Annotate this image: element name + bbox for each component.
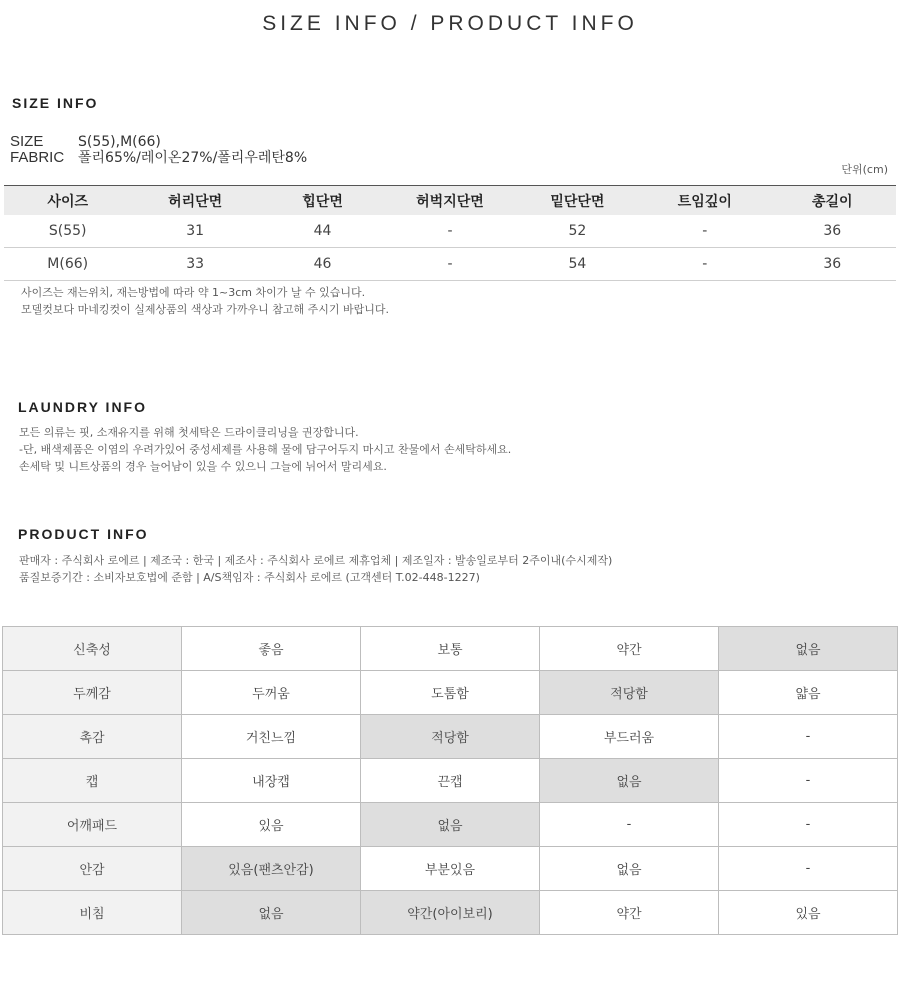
size-column-header: 힙단면 <box>259 186 386 216</box>
attribute-option: 없음 <box>540 847 719 891</box>
size-table-header <box>4 186 896 216</box>
table-cell: - <box>386 248 513 281</box>
attribute-table <box>2 626 898 935</box>
attribute-option: - <box>719 759 898 803</box>
attribute-row <box>3 759 898 803</box>
product-line: 품질보증기간 : 소비자보호법에 준함 | A/S책임자 : 주식회사 로에르 (고객센터 T.02-448-1227) <box>19 571 480 584</box>
attribute-option: 보통 <box>361 627 540 671</box>
attribute-label: 어깨패드 <box>3 803 182 847</box>
attribute-option: 부드러움 <box>540 715 719 759</box>
attribute-option: - <box>719 715 898 759</box>
attribute-row <box>3 891 898 935</box>
fabric-spec <box>10 150 307 166</box>
attribute-option: 적당함 <box>361 715 540 759</box>
table-cell: 36 <box>769 248 896 281</box>
attribute-option: 없음 <box>182 891 361 935</box>
laundry-line: -단, 배색제품은 이염의 우려가있어 중성세제를 사용해 물에 담구어두지 마시고 찬물에서 손세탁하세요. <box>19 443 512 456</box>
attribute-option: 있음 <box>182 803 361 847</box>
size-column-header: 허벅지단면 <box>386 186 513 216</box>
attribute-label: 안감 <box>3 847 182 891</box>
attribute-row <box>3 803 898 847</box>
size-table-body <box>4 215 896 281</box>
size-value: S(55),M(66) <box>78 134 161 150</box>
fabric-value: 폴리65%/레이온27%/폴리우레탄8% <box>78 150 308 166</box>
attribute-option: 있음 <box>719 891 898 935</box>
attribute-option: 얇음 <box>719 671 898 715</box>
attribute-option: 끈캡 <box>361 759 540 803</box>
table-cell: 31 <box>131 215 258 248</box>
attribute-row <box>3 715 898 759</box>
product-notes <box>19 552 612 586</box>
size-label: SIZE <box>10 133 44 150</box>
attribute-option: 약간 <box>540 891 719 935</box>
note-line: 모델컷보다 마네킹컷이 실제상품의 색상과 가까우니 참고해 주시기 바랍니다. <box>21 303 390 316</box>
table-cell: 46 <box>259 248 386 281</box>
table-cell: - <box>386 215 513 248</box>
attribute-option: - <box>540 803 719 847</box>
attribute-option: 내장캡 <box>182 759 361 803</box>
size-column-header: 총길이 <box>769 186 896 216</box>
table-cell: - <box>641 248 768 281</box>
attribute-label: 신축성 <box>3 627 182 671</box>
size-column-header: 허리단면 <box>131 186 258 216</box>
attribute-option: 거친느낌 <box>182 715 361 759</box>
attribute-table-wrap <box>2 626 898 935</box>
product-line: 판매자 : 주식회사 로에르 | 제조국 : 한국 | 제조사 : 주식회사 로에르 제휴업체 | 제조일자 : 발송일로부터 2주이내(수시제작) <box>19 554 613 567</box>
attribute-option: 없음 <box>361 803 540 847</box>
attribute-option: 두꺼움 <box>182 671 361 715</box>
attribute-option: 있음(팬츠안감) <box>182 847 361 891</box>
attribute-row <box>3 671 898 715</box>
attribute-option: 도톰함 <box>361 671 540 715</box>
laundry-line: 모든 의류는 핏, 소재유지를 위해 첫세탁은 드라이클리닝을 권장합니다. <box>19 426 359 439</box>
attribute-label: 두께감 <box>3 671 182 715</box>
note-line: 사이즈는 재는위치, 재는방법에 따라 약 1~3cm 차이가 날 수 있습니다. <box>21 286 366 299</box>
attribute-row <box>3 627 898 671</box>
size-spec <box>10 134 161 150</box>
size-notes <box>21 284 389 318</box>
size-column-header: 트임깊이 <box>641 186 768 216</box>
attribute-row <box>3 847 898 891</box>
attribute-label: 촉감 <box>3 715 182 759</box>
size-table <box>4 185 896 281</box>
attribute-option: 좋음 <box>182 627 361 671</box>
fabric-label: FABRIC <box>10 149 65 166</box>
attribute-option: 약간 <box>540 627 719 671</box>
attribute-option: - <box>719 847 898 891</box>
attribute-label: 비침 <box>3 891 182 935</box>
table-cell: S(55) <box>4 215 131 248</box>
table-cell: 54 <box>514 248 641 281</box>
attribute-option: 부분있음 <box>361 847 540 891</box>
table-row <box>4 215 896 248</box>
attribute-label: 캡 <box>3 759 182 803</box>
table-cell: 44 <box>259 215 386 248</box>
attribute-option: - <box>719 803 898 847</box>
page-title: SIZE INFO / PRODUCT INFO <box>262 12 638 35</box>
size-table-wrap <box>4 185 896 281</box>
table-cell: 36 <box>769 215 896 248</box>
laundry-notes <box>19 424 511 475</box>
table-cell: 52 <box>514 215 641 248</box>
table-cell: M(66) <box>4 248 131 281</box>
unit-label: 단위(cm) <box>841 163 888 176</box>
size-column-header: 밑단단면 <box>514 186 641 216</box>
attribute-option: 적당함 <box>540 671 719 715</box>
laundry-line: 손세탁 및 니트상품의 경우 늘어남이 있을 수 있으니 그늘에 뉘어서 말리세요. <box>19 460 387 473</box>
laundry-info-heading: LAUNDRY INFO <box>18 399 147 415</box>
product-info-heading: PRODUCT INFO <box>18 526 149 542</box>
attribute-option: 없음 <box>540 759 719 803</box>
size-column-header: 사이즈 <box>4 186 131 216</box>
table-row <box>4 248 896 281</box>
table-cell: - <box>641 215 768 248</box>
size-info-heading: SIZE INFO <box>12 95 99 111</box>
attribute-option: 없음 <box>719 627 898 671</box>
table-cell: 33 <box>131 248 258 281</box>
attribute-option: 약간(아이보리) <box>361 891 540 935</box>
